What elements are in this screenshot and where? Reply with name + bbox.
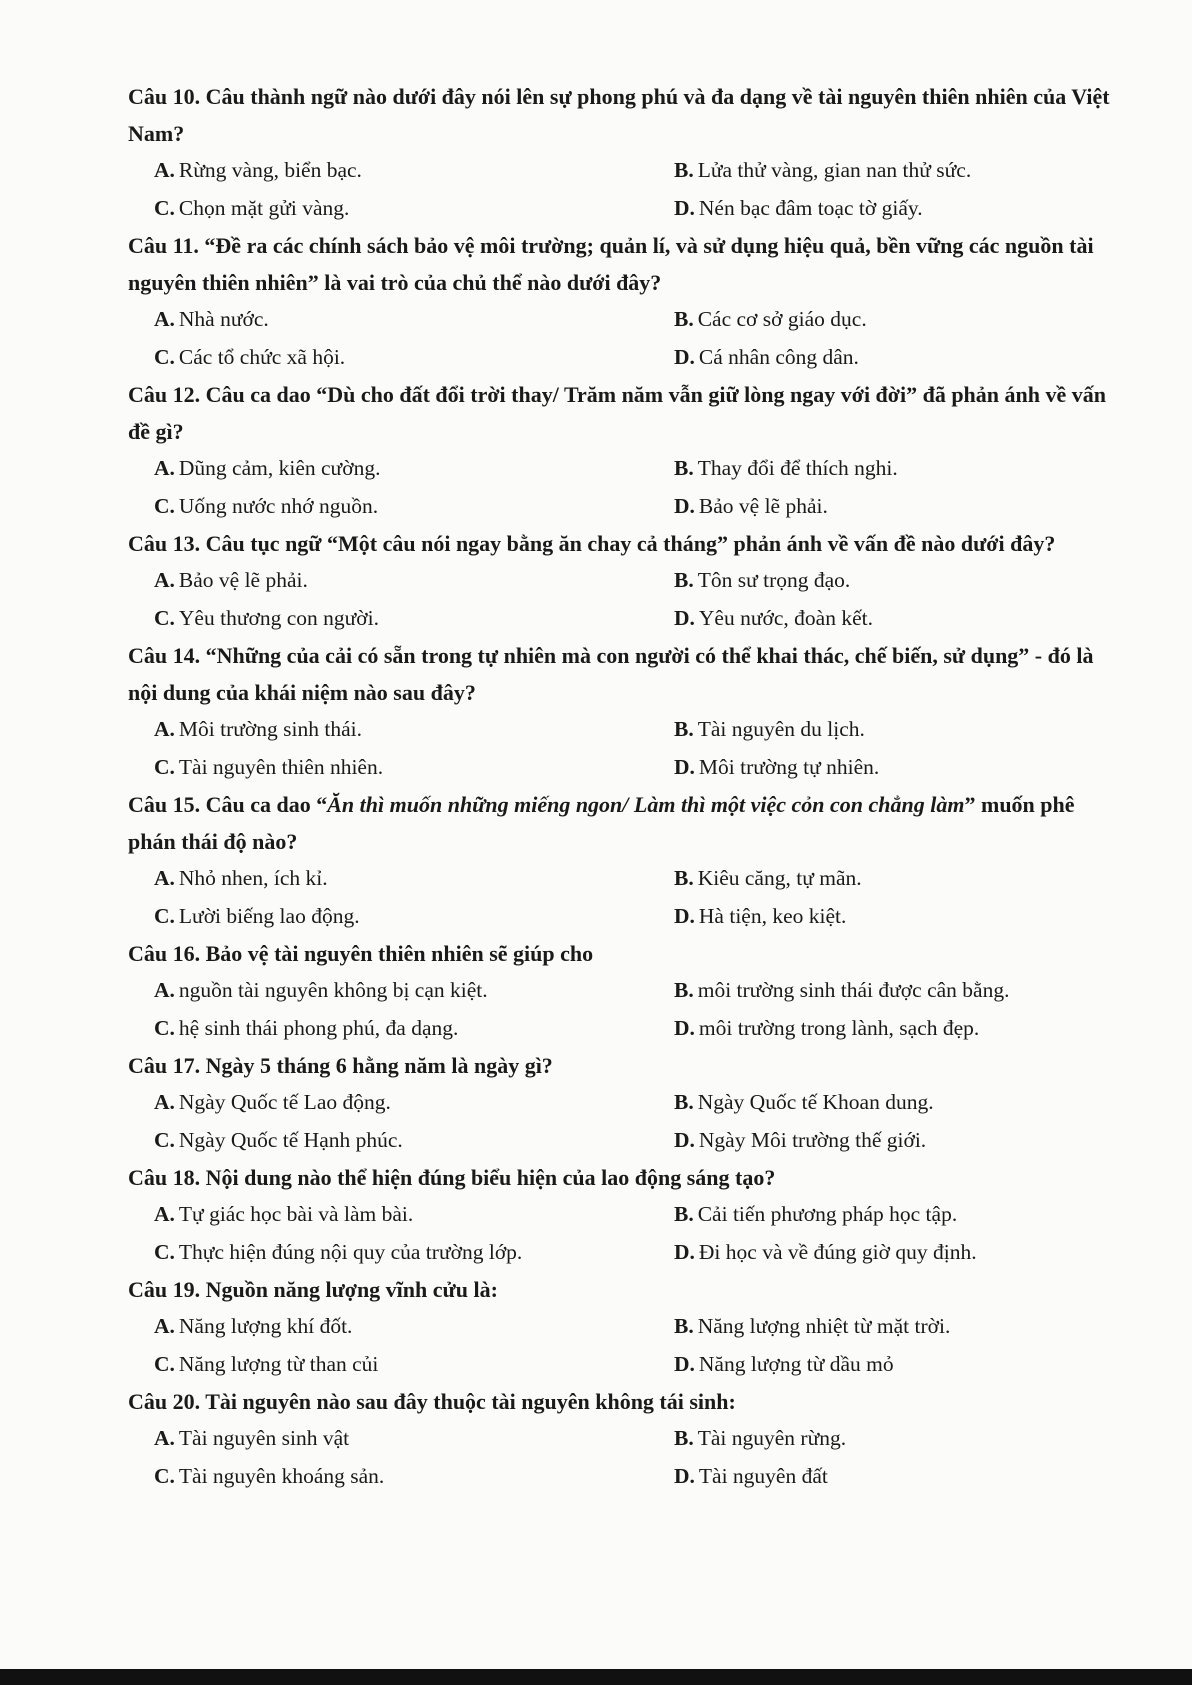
option-key: B. [674, 866, 694, 890]
option-text: Môi trường tự nhiên. [698, 754, 880, 779]
question [128, 1159, 1123, 1271]
answer-option [674, 1420, 1149, 1458]
option-key: A. [154, 1090, 175, 1114]
question-stem [128, 525, 1123, 562]
option-text: Lười biếng lao động. [178, 903, 360, 928]
question-text: Câu tục ngữ “Một câu nói ngay bằng ăn chay cả tháng” phản ánh về vấn đề nào dưới đây? [205, 531, 1056, 556]
option-text: Nhà nước. [178, 307, 269, 331]
scan-bottom-edge [0, 1669, 1192, 1685]
answer-option [154, 1010, 674, 1048]
option-text: nguồn tài nguyên không bị cạn kiệt. [178, 978, 488, 1002]
answer-option [154, 1458, 674, 1496]
option-key: C. [154, 1463, 175, 1488]
option-key: C. [154, 195, 175, 220]
question-stem [128, 637, 1123, 711]
answer-option [154, 749, 674, 787]
option-key: C. [154, 605, 175, 630]
option-text: Yêu thương con người. [178, 605, 380, 630]
answer-option [674, 1010, 1149, 1048]
answer-option [674, 488, 1149, 526]
answer-option [154, 972, 674, 1010]
answer-option [154, 1196, 674, 1234]
answer-option [154, 860, 674, 898]
option-key: A. [154, 158, 175, 182]
option-text: Dũng cảm, kiên cường. [178, 456, 381, 480]
question-number: Câu 10. [128, 84, 201, 109]
option-text: Tôn sư trọng đạo. [697, 568, 851, 592]
option-key: D. [674, 344, 695, 369]
option-key: C. [154, 1351, 175, 1376]
option-text: Các tổ chức xã hội. [178, 344, 346, 369]
option-key: A. [154, 866, 175, 890]
question-text: Ngày 5 tháng 6 hằng năm là ngày gì? [205, 1053, 553, 1078]
question [128, 525, 1123, 637]
answer-option [674, 450, 1149, 488]
answer-option [674, 1308, 1149, 1346]
answer-options [128, 860, 1123, 935]
question-stem [128, 78, 1123, 152]
option-text: Kiêu căng, tự mãn. [697, 866, 862, 890]
question-number: Câu 15. [128, 792, 201, 817]
question [128, 376, 1123, 525]
option-key: D. [674, 605, 695, 630]
option-text: Tài nguyên du lịch. [697, 717, 865, 741]
option-key: B. [674, 1426, 694, 1450]
option-text: môi trường sinh thái được cân bằng. [697, 978, 1010, 1002]
option-key: D. [674, 1351, 695, 1376]
option-key: B. [674, 158, 694, 182]
option-text: Tài nguyên đất [698, 1463, 828, 1488]
option-text: Tài nguyên sinh vật [178, 1426, 350, 1450]
option-text: Tài nguyên rừng. [697, 1426, 847, 1450]
option-key: B. [674, 568, 694, 592]
answer-option [154, 1084, 674, 1122]
option-key: B. [674, 307, 694, 331]
option-text: Tự giác học bài và làm bài. [178, 1202, 414, 1226]
option-key: A. [154, 307, 175, 331]
answer-options [128, 972, 1123, 1047]
question-stem [128, 1271, 1123, 1308]
answer-option [154, 1420, 674, 1458]
option-text: Các cơ sở giáo dục. [697, 307, 867, 331]
question-number: Câu 16. [128, 941, 201, 966]
option-text: Hà tiện, keo kiệt. [698, 903, 847, 928]
question-list [128, 78, 1123, 1495]
question-stem [128, 935, 1123, 972]
option-text: Tài nguyên khoáng sản. [178, 1463, 385, 1488]
question [128, 78, 1123, 227]
answer-option [674, 1122, 1149, 1160]
answer-option [154, 339, 674, 377]
option-key: D. [674, 754, 695, 779]
option-text: Năng lượng từ than củi [178, 1351, 379, 1376]
question-number: Câu 14. [128, 643, 201, 668]
answer-option [674, 1346, 1149, 1384]
option-text: Bảo vệ lẽ phải. [698, 493, 828, 518]
question-text: Câu ca dao “Dù cho đất đổi trời thay/ Trăm năm vẫn giữ lòng ngay với đời” đã phản ánh về vấn đề gì? [128, 382, 1107, 444]
option-key: B. [674, 1202, 694, 1226]
answer-option [154, 1308, 674, 1346]
option-key: C. [154, 754, 175, 779]
option-text: Thực hiện đúng nội quy của trường lớp. [178, 1239, 523, 1264]
option-text: Năng lượng từ dầu mỏ [698, 1351, 894, 1376]
question-number: Câu 19. [128, 1277, 201, 1302]
answer-option [674, 339, 1149, 377]
answer-option [674, 972, 1149, 1010]
question-quote-italic: Ăn thì muốn những miếng ngon/ Làm thì một việc cỏn con chẳng làm [327, 792, 965, 817]
option-text: hệ sinh thái phong phú, đa dạng. [178, 1015, 459, 1040]
option-key: D. [674, 195, 695, 220]
option-text: Nén bạc đâm toạc tờ giấy. [698, 195, 923, 220]
answer-option [154, 488, 674, 526]
answer-option [674, 190, 1149, 228]
answer-option [674, 749, 1149, 787]
answer-options [128, 562, 1123, 637]
answer-option [674, 562, 1149, 600]
question-text: “Đề ra các chính sách bảo vệ môi trường; quản lí, và sử dụng hiệu quả, bền vững các nguồn tài nguyên thiên nhiên” là vai trò của chủ thể nào dưới đây? [128, 233, 1094, 295]
answer-options [128, 450, 1123, 525]
option-text: môi trường trong lành, sạch đẹp. [698, 1015, 980, 1040]
question-number: Câu 17. [128, 1053, 201, 1078]
option-text: Thay đổi để thích nghi. [697, 456, 898, 480]
option-key: C. [154, 1015, 175, 1040]
option-key: D. [674, 1239, 695, 1264]
option-text: Ngày Quốc tế Khoan dung. [697, 1090, 934, 1114]
answer-option [154, 301, 674, 339]
option-key: C. [154, 903, 175, 928]
answer-option [674, 600, 1149, 638]
option-key: B. [674, 456, 694, 480]
question-stem [128, 1383, 1123, 1420]
answer-option [674, 898, 1149, 936]
answer-option [154, 152, 674, 190]
question-number: Câu 11. [128, 233, 199, 258]
answer-option [154, 190, 674, 228]
question-text: ” muốn phê phán thái độ nào? [128, 792, 1075, 854]
option-text: Rừng vàng, biển bạc. [178, 158, 362, 182]
question-stem [128, 1047, 1123, 1084]
answer-options [128, 1420, 1123, 1495]
option-key: A. [154, 1202, 175, 1226]
option-key: C. [154, 1127, 175, 1152]
question-text: Bảo vệ tài nguyên thiên nhiên sẽ giúp cho [205, 941, 594, 966]
question-text: Nội dung nào thể hiện đúng biểu hiện của lao động sáng tạo? [205, 1165, 776, 1190]
answer-options [128, 711, 1123, 786]
answer-options [128, 1308, 1123, 1383]
question-number: Câu 18. [128, 1165, 201, 1190]
option-key: A. [154, 568, 175, 592]
option-text: Cải tiến phương pháp học tập. [697, 1202, 958, 1226]
option-text: Bảo vệ lẽ phải. [178, 568, 308, 592]
question-text: Tài nguyên nào sau đây thuộc tài nguyên không tái sinh: [205, 1389, 736, 1414]
option-text: Ngày Quốc tế Lao động. [178, 1090, 391, 1114]
question-stem [128, 376, 1123, 450]
option-key: D. [674, 1127, 695, 1152]
option-key: D. [674, 493, 695, 518]
answer-option [154, 600, 674, 638]
question [128, 935, 1123, 1047]
answer-option [674, 860, 1149, 898]
question [128, 637, 1123, 786]
option-text: Nhỏ nhen, ích kỉ. [178, 866, 328, 890]
option-key: D. [674, 903, 695, 928]
question-number: Câu 20. [128, 1389, 201, 1414]
option-text: Chọn mặt gửi vàng. [178, 195, 350, 220]
option-key: D. [674, 1463, 695, 1488]
question [128, 1271, 1123, 1383]
option-key: B. [674, 1090, 694, 1114]
option-key: C. [154, 1239, 175, 1264]
option-text: Năng lượng khí đốt. [178, 1314, 353, 1338]
answer-option [674, 301, 1149, 339]
answer-option [154, 450, 674, 488]
option-text: Cá nhân công dân. [698, 344, 859, 369]
option-key: A. [154, 978, 175, 1002]
question [128, 227, 1123, 376]
answer-option [674, 1458, 1149, 1496]
answer-option [674, 1084, 1149, 1122]
answer-option [674, 1196, 1149, 1234]
answer-option [154, 1122, 674, 1160]
question-number: Câu 13. [128, 531, 201, 556]
answer-option [154, 898, 674, 936]
question-text: Câu thành ngữ nào dưới đây nói lên sự phong phú và đa dạng về tài nguyên thiên nhiên của Việt Nam? [128, 84, 1110, 146]
question-stem [128, 227, 1123, 301]
option-text: Môi trường sinh thái. [178, 717, 362, 741]
question [128, 1047, 1123, 1159]
option-text: Ngày Quốc tế Hạnh phúc. [178, 1127, 403, 1152]
answer-option [674, 1234, 1149, 1272]
question [128, 1383, 1123, 1495]
answer-option [154, 562, 674, 600]
option-key: C. [154, 493, 175, 518]
option-key: A. [154, 717, 175, 741]
option-key: A. [154, 456, 175, 480]
answer-option [674, 711, 1149, 749]
option-key: B. [674, 717, 694, 741]
question-stem [128, 786, 1123, 860]
question-text: Nguồn năng lượng vĩnh cửu là: [205, 1277, 498, 1302]
answer-option [154, 1346, 674, 1384]
option-text: Đi học và về đúng giờ quy định. [698, 1239, 977, 1264]
answer-option [154, 711, 674, 749]
option-key: C. [154, 344, 175, 369]
option-key: A. [154, 1314, 175, 1338]
question-text: “Những của cải có sẵn trong tự nhiên mà con người có thể khai thác, chế biến, sử dụng” - đó là nội dung của khái niệm nào sau đây? [128, 643, 1094, 705]
option-key: B. [674, 1314, 694, 1338]
option-text: Lửa thử vàng, gian nan thử sức. [697, 158, 972, 182]
option-key: A. [154, 1426, 175, 1450]
question-text: Câu ca dao “ [205, 792, 328, 817]
option-text: Tài nguyên thiên nhiên. [178, 754, 384, 779]
answer-options [128, 152, 1123, 227]
answer-options [128, 1084, 1123, 1159]
option-text: Ngày Môi trường thế giới. [698, 1127, 927, 1152]
answer-option [154, 1234, 674, 1272]
option-key: D. [674, 1015, 695, 1040]
answer-options [128, 301, 1123, 376]
answer-options [128, 1196, 1123, 1271]
question-number: Câu 12. [128, 382, 201, 407]
option-text: Năng lượng nhiệt từ mặt trời. [697, 1314, 951, 1338]
option-text: Uống nước nhớ nguồn. [178, 493, 379, 518]
question-stem [128, 1159, 1123, 1196]
question [128, 786, 1123, 935]
answer-option [674, 152, 1149, 190]
option-key: B. [674, 978, 694, 1002]
option-text: Yêu nước, đoàn kết. [698, 605, 873, 630]
